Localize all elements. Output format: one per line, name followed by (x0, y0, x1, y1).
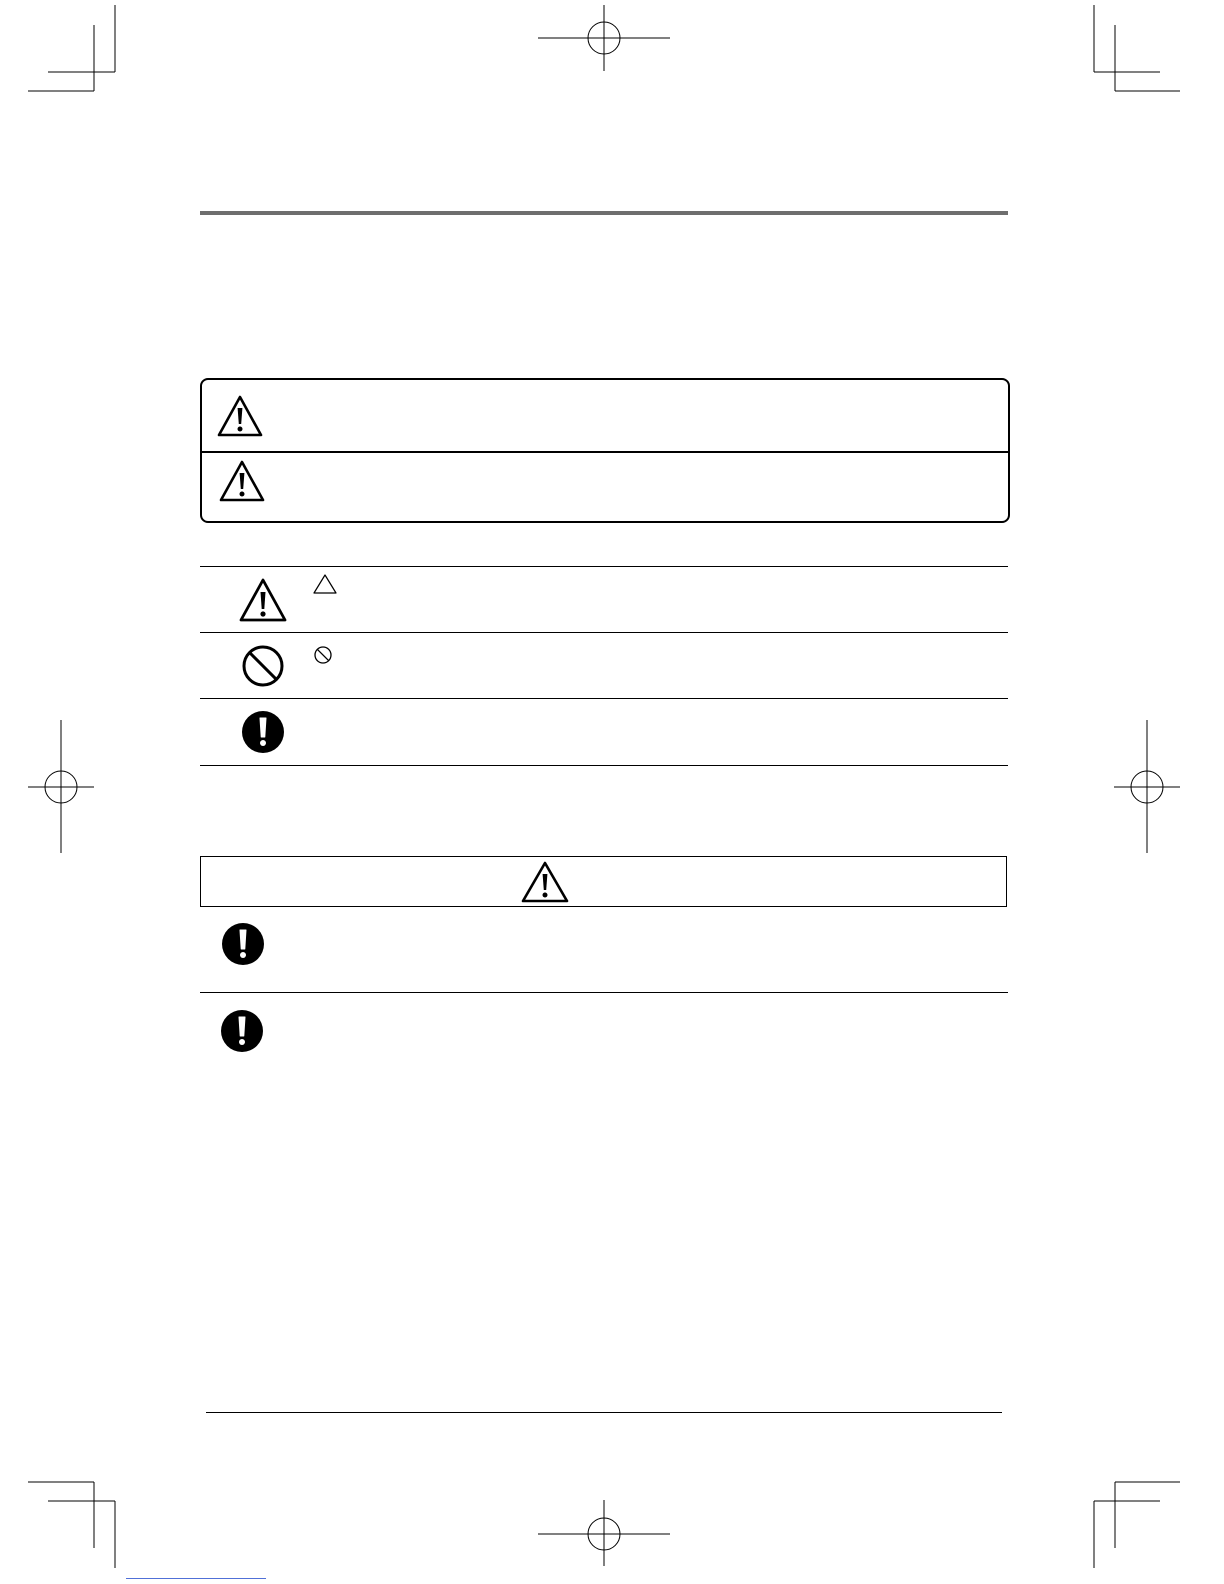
warning-triangle-icon (238, 577, 288, 623)
bottom-link-underline (126, 1578, 266, 1579)
mandatory-action-icon (221, 922, 265, 966)
symbol-row-mandatory (200, 699, 1008, 764)
mandatory-action-icon (241, 710, 285, 754)
caution-item (200, 993, 1008, 1077)
definition-row-caution (202, 453, 1008, 521)
definition-row-warning (202, 380, 1008, 451)
signal-word-definition-box (200, 378, 1010, 523)
symbol-table-rule (200, 765, 1008, 766)
small-triangle-icon (312, 573, 338, 595)
warning-triangle-icon (520, 860, 570, 904)
small-prohibition-icon (313, 645, 333, 665)
symbol-row-warning (200, 567, 1008, 632)
mandatory-action-icon (220, 1009, 264, 1053)
footer-rule (206, 1412, 1002, 1413)
caution-header (200, 856, 1007, 907)
symbol-row-prohibition (200, 633, 1008, 698)
caution-item (200, 908, 1008, 992)
warning-triangle-icon (218, 459, 266, 503)
warning-triangle-icon (216, 394, 264, 438)
header-rule (200, 211, 1008, 215)
prohibition-circle-icon (241, 644, 285, 688)
